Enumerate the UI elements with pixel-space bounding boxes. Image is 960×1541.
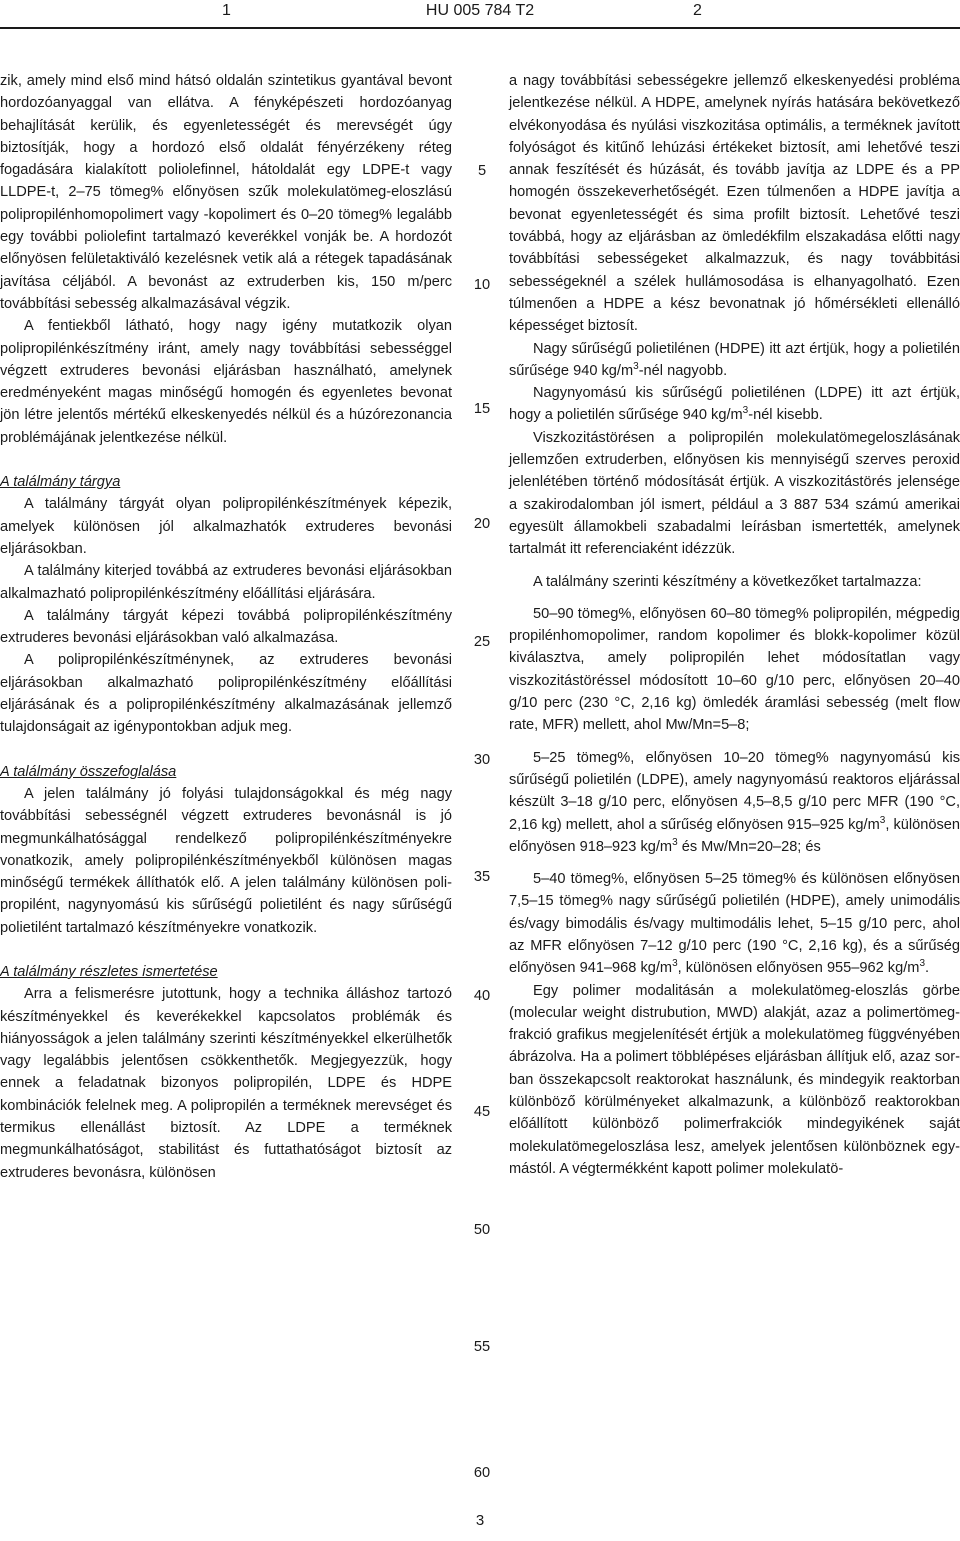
right-paragraph-ldpe-component: 5–25 tömeg%, előnyösen 10–20 tömeg% nagynyomású kis sűrűségű polietilén (LDPE), amely nagynyomású reaktoros eljárással készült 3–18 g/10 perc, előnyösen 4,5–8,5 g/10 perc MFR (190 °C, 2,16 kg) mellett, ahol a sűrűség előnyösen 915–925 $kg/m^3$, különösen előnyösen 918–923 $kg/m^3$ és Mw/Mn=20–28; és bbox=[509, 749, 960, 855]
page-footer-number: 3 bbox=[475, 1512, 485, 1529]
section-heading-summary: A találmány összefoglalása bbox=[0, 763, 177, 780]
header-rule bbox=[0, 27, 960, 29]
right-paragraph-hdpe-component: 5–40 tömeg%, előnyösen 5–25 tömeg% és különösen előnyösen 7,5–15 tömeg% nagy sűrűségű polietilén (HDPE), amely unimodális és/vagy bimodális és/vagy multimodális lehet, 5–15 g/10 perc, ahol az MFR előnyösen 7–12 g/10 perc (190 °C, 2,16 kg), és a sűrűség előnyösen 941–968 $kg/m^3$, különösen előnyösen 955–962 $kg/m^3$. bbox=[509, 871, 960, 977]
line-number: 15 bbox=[473, 401, 491, 417]
line-number: 55 bbox=[473, 1339, 491, 1355]
line-number: 5 bbox=[477, 163, 487, 179]
line-number: 30 bbox=[473, 752, 491, 768]
header-patent-number: HU 005 784 T2 bbox=[425, 2, 535, 19]
header-page-right: 2 bbox=[693, 2, 702, 19]
left-column bbox=[0, 70, 452, 1184]
line-number: 45 bbox=[473, 1104, 491, 1120]
left-paragraph-8: Arra a felismerésre jutottunk, hogy a technika álláshoz tartozó készítményekkel és keverékekkel kapcsolatos problémák és hiányosságok a jelen találmány szerinti készítményekkel elkerülhetők vagy legalábbis jelentősen csökkenthetők. Megjegyezzük, hogy ennek a feladatnak bizonyos polipropilén, LDPE és HDPE kombinációk felelnek meg. A polipropilén a terméknek merevséget és termikus ellenállást biztosít. Az LDPE a terméknek megmunkálhatóságot, stabilitást és futtathatóságot biztosít az extruderes bevonásra, különösen bbox=[0, 986, 452, 1181]
left-paragraph-1: zik, amely mind első mind hátsó oldalán szintetikus gyantával bevont hordozóanyaggal van ellátva. A fényképészeti hordozóanyag behajlítását kerülik, és egyenletességét és merevségét úgy biztosítják, hogy a hordozó első oldalát fényérzékeny réteg fogadására kialakított poliolefinnel, hátoldalát egy LDPE-t vagy LLDPE-t, 2–75 tömeg% előnyösen szűk molekulatömeg-eloszlású polipropilénhomopolimert vagy -kopolimert és 0–20 tömeg% legalább egy további poliolefint tartalmazó keverékkel vonják be. A hordozót előnyösen felületaktiváló kezelésnek vetik alá a rétegek tapadásának javítása céljából. A bevonást az extruderben kis, 150 m/perc továbbítási sebesség alkalmazásával végzik. bbox=[0, 73, 452, 312]
line-number: 25 bbox=[473, 634, 491, 650]
line-number: 60 bbox=[473, 1465, 491, 1481]
left-paragraph-7: A jelen találmány jó folyási tulajdonságokkal és még nagy továbbítási sebességnél végzett extruderes bevonásnál is jó megmunkálhatósággal rendelkező polipropilénkészítményekre vonatkozik, amely polipropilénkészítményekből különösen magas minőségű termékek állíthatók elő. A jelen találmány különösen polipropilént, nagynyomású kis sűrűségű polietilént és nagy sűrűségű polietilént tartalmazó készítményekre vonatkozik. bbox=[0, 785, 452, 936]
line-number: 10 bbox=[473, 277, 491, 293]
right-paragraph-4: Viszkozitástörésen a polipropilén molekulatömegeloszlásának jellemzően extruderben, előnyösen kis mennyiségű szerves peroxid jelenlétében történő módosítását értjük. A viszkozitástörés jelensége a szakirodalomban jól ismert, például a 3 887 534 számú amerikai egyesült államokbeli szabadalmi leírásban ismertették, amelynek tartalmát itt referenciaként idézzük. bbox=[509, 429, 960, 558]
left-paragraph-2: A fentiekből látható, hogy nagy igény mutatkozik olyan polipropilénkészítmény iránt, amely nagy továbbítási sebességgel végzett extruderes bevonási eljárásban használható, amelynek eredményeként magas minőségű homogén és egyenletes bevonat jön létre jelentős mértékű elkeskenyedés nélkül és a húzórezonancia problémájának jelentkezése nélkül. bbox=[0, 318, 452, 446]
line-number: 50 bbox=[473, 1222, 491, 1238]
line-number: 40 bbox=[473, 988, 491, 1004]
section-heading-subject: A találmány tárgya bbox=[0, 474, 121, 491]
right-paragraph-5: A találmány szerinti készítmény a következőket tartalmazza: bbox=[533, 573, 922, 590]
left-paragraph-3: A találmány tárgyát olyan polipropilénkészítmények képezik, amelyek különösen jól alkalmazhatók extruderes bevonási eljárásokban. bbox=[0, 496, 452, 557]
right-paragraph-pp-component: 50–90 tömeg%, előnyösen 60–80 tömeg% polipropilén, mégpedig propilénhomopolimer, random kopolimer és blokk-kopolimer közül kiválasztva, amely polipropilén lehet módosítatlan vagy viszkozitástöréssel módosított 10–60 g/10 perc, előnyösen 20–40 g/10 perc (230 °C, 2,16 kg) ömledék áramlási sebesség (melt flow rate, MFR) mellett, ahol Mw/Mn=5–8; bbox=[509, 605, 960, 734]
line-number: 35 bbox=[473, 869, 491, 885]
right-paragraph-ldpe-definition: Nagynyomású kis sűrűségű polietilénen (LDPE) itt azt értjük, hogy a polietilén sűrűsége 940 $kg/m^3$-nél kisebb. bbox=[509, 385, 960, 424]
right-paragraph-hdpe-definition: Nagy sűrűségű polietilénen (HDPE) itt azt értjük, hogy a polietilén sűrűsége 940 $kg/m^3$-nél nagyobb. bbox=[509, 340, 960, 379]
right-paragraph-1: a nagy továbbítási sebességekre jellemző elkeskenyedési probléma jelentkezése nélkül. A HDPE, amelynek nyírás hatására bekövetkező elvékonyodása és nyúlási viszkozitása optimális, a terméknek javított folyóságot és kitűnő lehúzási értékeket biztosít, ami lehetővé teszi annak feszítését és húzását, és tovább javítja az LDPE és a PP homogén összekeverhetőségét. Ezen túlmenően a HDPE javítja a bevonat egyenletességét és sima profilt biztosít. Lehetővé teszi továbbá, hogy az eljárásban az ömledékfilm elszakadása előtti nagy továbbítási sebességeket alkalmazzuk, és nagy továbbitási sebességeknél a szélek hullámosodása is elhanyagolható. Ezen túlmenően a HDPE a kész bevonatnak jó hőmérsékleti ellenálló képességet biztosít. bbox=[509, 73, 960, 335]
section-heading-detailed: A találmány részletes ismertetése bbox=[0, 963, 218, 980]
header-page-left: 1 bbox=[222, 2, 231, 19]
left-paragraph-4: A találmány kiterjed továbbá az extruderes bevonási eljárásokban alkalmazható polipropilénkészítmény előállítási eljárására. bbox=[0, 563, 452, 602]
line-number: 20 bbox=[473, 516, 491, 532]
right-column bbox=[509, 70, 960, 1180]
right-paragraph-modality: Egy polimer modalitásán a molekulatömeg-eloszlás görbe (molecular weight distrubution, MWD) alakját, azaz a polimertömeg-frakció grafikus megjelenítését értjük a molekulatömeg függvényében ábrázolva. Ha a polimert többlépéses eljárásban állítjuk elő, azaz sorban összekapcsolt reaktorokat használunk, és mindegyik reaktorban különböző körülményeket alkalmazunk, a különböző reaktorokban előállított különböző polimerfrakciók mindegyikének saját molekulatömegeloszlása lesz, amelyek jelentősen különböznek egymástól. A végtermékként kapott polimer molekulatö- bbox=[509, 982, 960, 1177]
left-paragraph-5: A találmány tárgyát képezi továbbá polipropilénkészítmény extruderes bevonási eljárásokban való alkalmazása. bbox=[0, 607, 452, 647]
page-header bbox=[0, 0, 960, 24]
left-paragraph-6: A polipropilénkészítménynek, az extruderes bevonási eljárásokban alkalmazható polipropilénkészítmény előállítási eljárásának és a polipropilénkészítmény alkalmazásának jellemző tulajdonságait az igénypontokban adjuk meg. bbox=[0, 652, 452, 736]
